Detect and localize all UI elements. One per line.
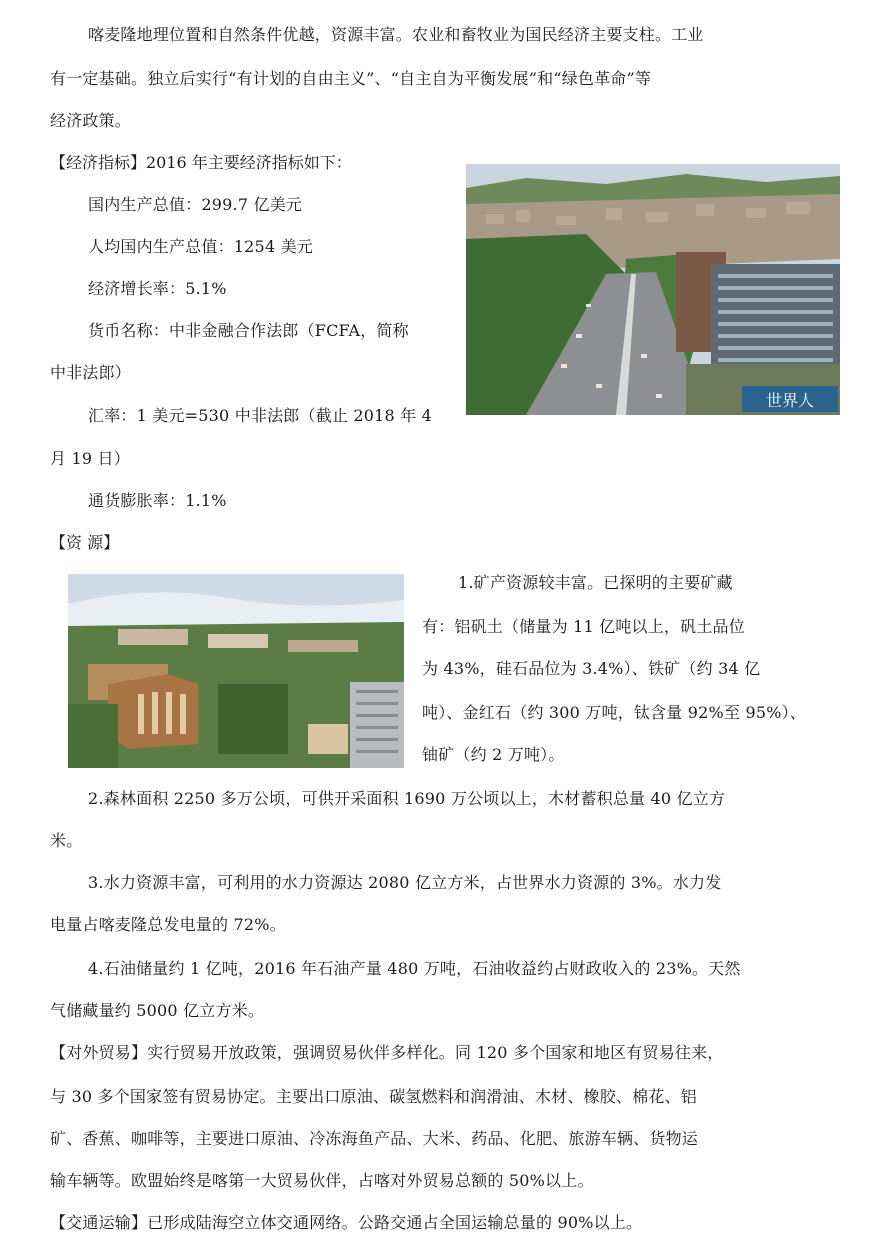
city-buildings-photo [68,574,404,768]
resource-item-3-line-2: 电量占喀麦隆总发电量的 72%。 [50,915,286,934]
intro-line-3: 经济政策。 [50,111,132,130]
gdp-text: 国内生产总值：299.7 亿美元 [88,195,303,214]
exchange-rate-text-1: 汇率：1 美元=530 中非法郎（截止 2018 年 4 [88,406,433,425]
resource-item-2-line-2: 米。 [50,831,83,850]
currency-text-2: 中非法郎） [50,363,132,382]
resource-item-1-line-1: 1.矿产资源较丰富。已探明的主要矿藏 [458,573,733,592]
photo-watermark: 世界人 [765,391,815,410]
resource-item-1-line-3: 为 43%，硅石品位为 3.4%）、铁矿（约 34 亿 [422,659,761,678]
trade-line-1: 【对外贸易】实行贸易开放政策，强调贸易伙伴多样化。同 120 多个国家和地区有贸易往来， [50,1043,724,1062]
resource-item-1-line-4: 吨）、金红石（约 300 万吨，钛含量 92%至 95%）、 [422,703,807,722]
gdp-per-capita-text: 人均国内生产总值：1254 美元 [88,237,314,256]
transport-line-1: 【交通运输】已形成陆海空立体交通网络。公路交通占全国运输总量的 90%以上。 [50,1213,643,1232]
resource-item-4-line-2: 气储藏量约 5000 亿立方米。 [50,1001,265,1020]
city-aerial-photo [466,164,840,415]
economy-heading: 【经济指标】2016 年主要经济指标如下： [50,153,352,172]
resources-heading: 【资 源】 [50,533,120,552]
trade-line-2: 与 30 多个国家签有贸易协定。主要出口原油、碳氢燃料和润滑油、木材、橡胶、棉花、铝 [50,1087,697,1106]
resource-item-4-line-1: 4.石油储量约 1 亿吨，2016 年石油产量 480 万吨，石油收益约占财政收入的 23%。天然 [88,959,741,978]
trade-line-4: 输车辆等。欧盟始终是喀第一大贸易伙伴，占喀对外贸易总额的 50%以上。 [50,1171,594,1190]
trade-line-3: 矿、香蕉、咖啡等，主要进口原油、冷冻海鱼产品、大米、药品、化肥、旅游车辆、货物运 [50,1129,699,1148]
intro-line-2: 有一定基础。独立后实行“有计划的自由主义”、“自主自为平衡发展”和“绿色革命”等 [50,69,652,88]
resource-item-3-line-1: 3.水力资源丰富，可利用的水力资源达 2080 亿立方米，占世界水力资源的 3%。水力发 [88,873,722,892]
growth-text: 经济增长率：5.1% [88,279,227,298]
inflation-text: 通货膨胀率：1.1% [88,491,227,510]
resource-item-1-line-2: 有：铝矾土（储量为 11 亿吨以上，矾土品位 [422,617,745,636]
resource-item-1-line-5: 铀矿（约 2 万吨）。 [422,745,565,764]
currency-text-1: 货币名称：中非金融合作法郎（FCFA，简称 [88,321,409,340]
intro-line-1: 喀麦隆地理位置和自然条件优越，资源丰富。农业和畜牧业为国民经济主要支柱。工业 [88,25,704,44]
exchange-rate-text-2: 月 19 日） [50,449,130,468]
resource-item-2-line-1: 2.森林面积 2250 多万公顷，可供开采面积 1690 万公顷以上，木材蓄积总量 40 亿立方 [88,789,726,808]
